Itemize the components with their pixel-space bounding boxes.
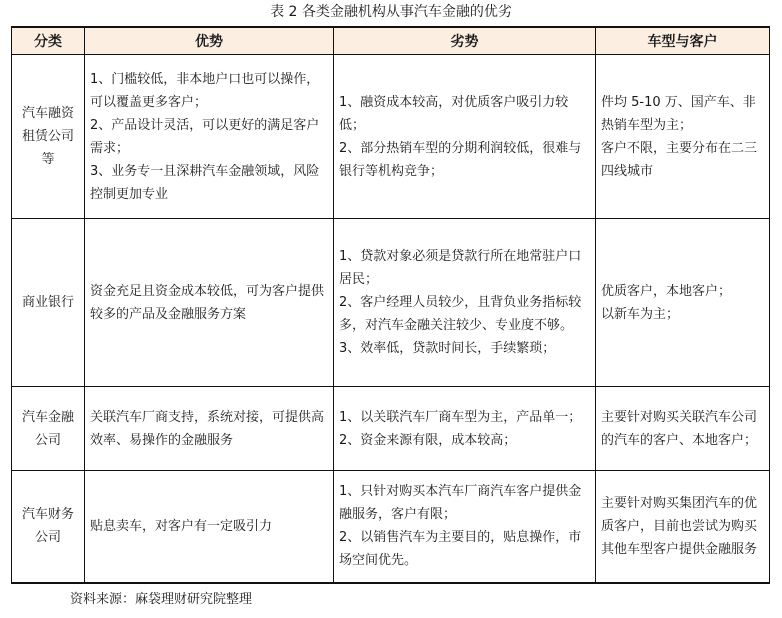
cons-cell	[334, 387, 596, 471]
cons-cell	[334, 55, 596, 219]
cons-cell	[334, 471, 596, 583]
customers-cell	[596, 471, 770, 583]
cons-item: 2、部分热销车型的分期利润较低，很难与银行等机构竞争；	[339, 140, 582, 179]
pros-cell	[85, 471, 334, 583]
category-cell: 汽车融资租赁公司等	[12, 55, 85, 219]
cons-item: 2、客户经理人员较少，且背负业务指标较多，对汽车金融关注较少、专业度不够。	[339, 295, 582, 333]
pros-item: 贴息卖车，对客户有一定吸引力	[90, 518, 273, 534]
customers-item: 件均 5-10 万、国产车、非热销车型为主；	[601, 94, 756, 133]
cons-cell	[334, 219, 596, 387]
category-cell: 商业银行	[12, 219, 85, 387]
comparison-table	[11, 26, 770, 584]
cons-item: 2、资金来源有限，成本较高；	[339, 432, 517, 448]
cons-item: 2、以销售汽车为主要目的，贴息操作，市场空间优先。	[339, 530, 582, 569]
customers-cell	[596, 219, 770, 387]
table-row	[12, 387, 770, 471]
pros-cell	[85, 387, 334, 471]
pros-item: 1、门槛较低，非本地户口也可以操作，可以覆盖更多客户；	[90, 71, 320, 110]
category-cell: 汽车财务公司	[12, 471, 85, 583]
customers-item: 优质客户，本地客户；	[601, 283, 732, 299]
column-header-customers: 车型与客户	[596, 27, 770, 55]
header-row	[12, 27, 770, 55]
table-row	[12, 219, 770, 387]
customers-item: 主要针对购买关联汽车公司的汽车的客户、本地客户；	[601, 409, 758, 448]
pros-cell	[85, 55, 334, 219]
table-caption: 表 2 各类金融机构从事汽车金融的优劣	[270, 4, 512, 20]
table-row	[12, 471, 770, 583]
pros-item: 2、产品设计灵活，可以更好的满足客户需求；	[90, 117, 320, 156]
column-header-pros: 优势	[85, 27, 334, 55]
pros-item: 关联汽车厂商支持，系统对接，可提供高效率、易操作的金融服务	[90, 409, 325, 448]
cons-item: 3、效率低，贷款时间长，手续繁琐；	[339, 341, 556, 356]
pros-item: 资金充足且资金成本较低，可为客户提供较多的产品及金融服务方案	[90, 283, 325, 322]
customers-item: 以新车为主；	[601, 306, 680, 322]
customers-cell	[596, 55, 770, 219]
pros-item: 3、业务专一且深耕汽车金融领域，风险控制更加专业	[90, 163, 320, 202]
pros-cell	[85, 219, 334, 387]
cons-item: 1、以关联汽车厂商车型为主，产品单一；	[339, 409, 582, 425]
cons-item: 1、融资成本较高，对优质客户吸引力较低；	[339, 94, 569, 133]
column-header-category: 分类	[12, 27, 85, 55]
cons-item: 1、贷款对象必须是贷款行所在地常驻户口居民；	[339, 249, 582, 287]
cons-item: 1、只针对购买本汽车厂商汽车客户提供金融服务，客户有限；	[339, 484, 582, 523]
customers-item: 主要针对购买集团汽车的优质客户，目前也尝试为购买其他车型客户提供金融服务	[601, 495, 758, 557]
table-row	[12, 55, 770, 219]
column-header-cons: 劣势	[334, 27, 596, 55]
customers-cell	[596, 387, 770, 471]
category-cell: 汽车金融公司	[12, 387, 85, 471]
customers-item: 客户不限，主要分布在二三四线城市	[601, 140, 758, 179]
source-note: 资料来源：麻袋理财研究院整理	[70, 592, 253, 607]
